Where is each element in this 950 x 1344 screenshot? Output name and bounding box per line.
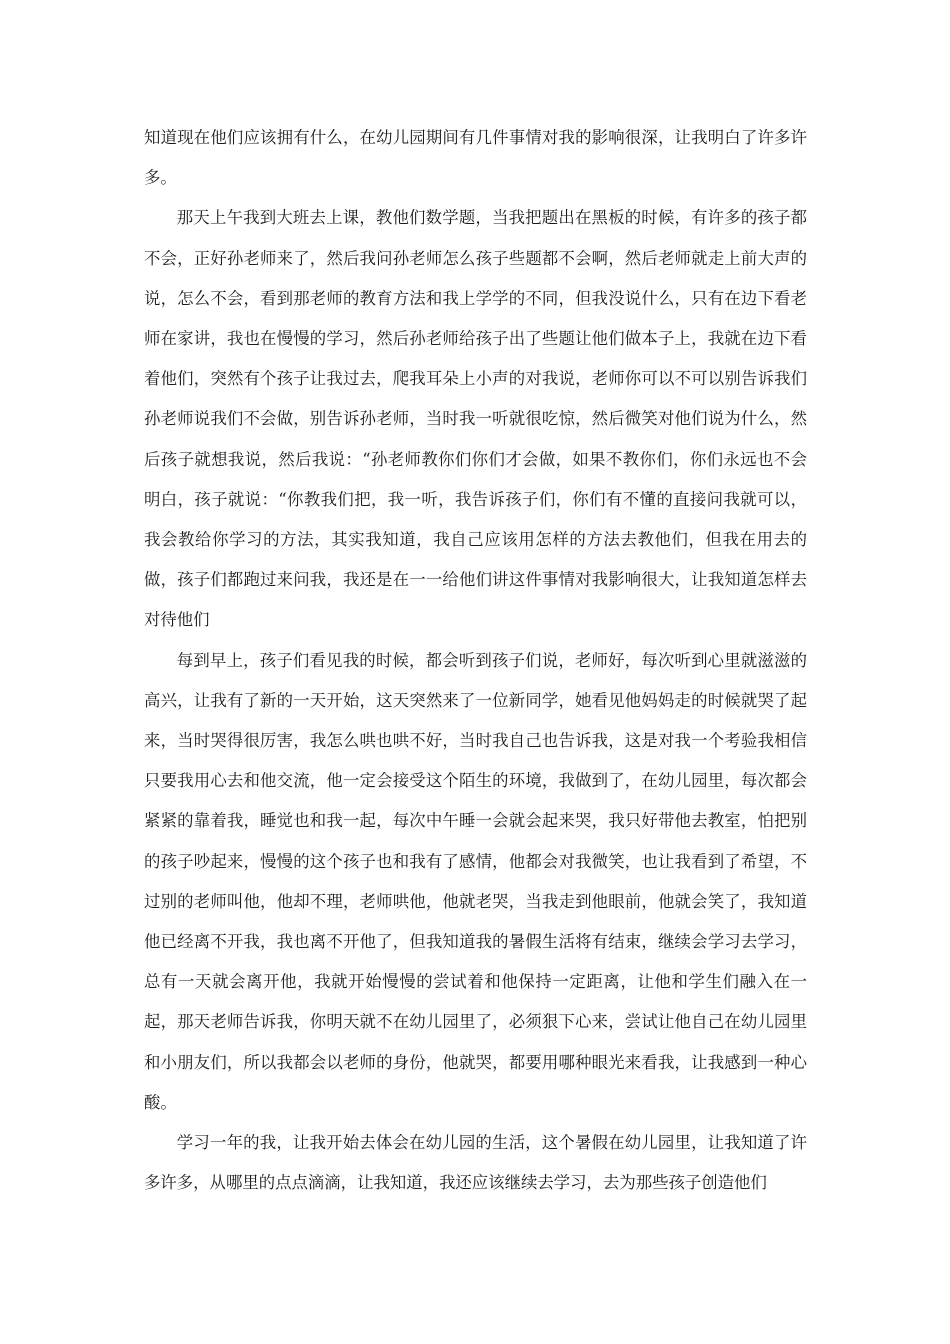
body-text <box>144 118 807 1203</box>
paragraph-reflection: 学习一年的我，让我开始去体会在幼儿园的生活，这个暑假在幼儿园里，让我知道了许多许多，从哪里的点点滴滴，让我知道，我还应该继续去学习，去为那些孩子创造他们 <box>144 1133 807 1193</box>
paragraph-continuation: 知道现在他们应该拥有什么，在幼儿园期间有几件事情对我的影响很深，让我明白了许多许多。 <box>144 128 807 188</box>
paragraph-math-lesson: 那天上午我到大班去上课，教他们数学题，当我把题出在黑板的时候，有许多的孩子都不会，正好孙老师来了，然后我问孙老师怎么孩子些题都不会啊，然后老师就走上前大声的说，怎么不会，看到那老师的教育方法和我上学学的不同，但我没说什么，只有在边下看老师在家讲，我也在慢慢的学习，然后孙老师给孩子出了些题让他们做本子上，我就在边下看着他们，突然有个孩子让我过去，爬我耳朵上小声的对我说，老师你可以不可以别告诉我们孙老师说我们不会做，别告诉孙老师，当时我一听就很吃惊，然后微笑对他们说为什么，然后孩子就想我说，然后我说：“孙老师教你们你们才会做，如果不教你们，你们永远也不会明白，孩子就说：“你教我们把，我一听，我告诉孩子们，你们有不懂的直接问我就可以，我会教给你学习的方法，其实我知道，我自己应该用怎样的方法去教他们，但我在用去的做，孩子们都跑过来问我，我还是在一一给他们讲这件事情对我影响很大，让我知道怎样去对待他们 <box>144 208 807 630</box>
paragraph-new-student: 每到早上，孩子们看见我的时候，都会听到孩子们说，老师好，每次听到心里就滋滋的高兴，让我有了新的一天开始，这天突然来了一位新同学，她看见他妈妈走的时候就哭了起来，当时哭得很厉害，我怎么哄也哄不好，当时我自己也告诉我，这是对我一个考验我相信只要我用心去和他交流，他一定会接受这个陌生的环境，我做到了，在幼儿园里，每次都会紧紧的靠着我，睡觉也和我一起，每次中午睡一会就会起来哭，我只好带他去教室，怕把别的孩子吵起来，慢慢的这个孩子也和我有了感情，他都会对我微笑，也让我看到了希望，不过别的老师叫他，他却不理，老师哄他，他就老哭，当我走到他眼前，他就会笑了，我知道他已经离不开我，我也离不开他了，但我知道我的暑假生活将有结束，继续会学习去学习，总有一天就会离开他，我就开始慢慢的尝试着和他保持一定距离，让他和学生们融入在一起，那天老师告诉我，你明天就不在幼儿园里了，必须狠下心来，尝试让他自己在幼儿园里和小朋友们，所以我都会以老师的身份，他就哭，都要用哪种眼光来看我，让我感到一种心酸。 <box>144 650 807 1112</box>
